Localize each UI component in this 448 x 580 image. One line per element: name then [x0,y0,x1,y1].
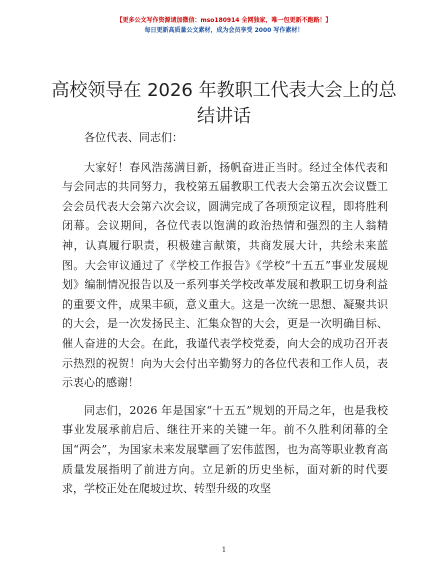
promo-line-2: 每日更新高质量公文素材，成为会员享受 2000 写作素材！ [144,27,304,34]
page-number: 1 [221,546,227,554]
document-title: 高校领导在 2026 年教职工代表大会上的总结讲话 [51,80,397,127]
promo-line-1: 【更多公文写作资源请加微信：mso180914 全网独家，唯一包更新不跑路！】 [116,17,332,24]
promo-banner [0,16,448,36]
salutation: 各位代表、同志们： [84,131,183,144]
paragraph-1: 大家好！春风浩荡满目新，扬帆奋进正当时。经过全体代表和与会同志的共同努力，我校第五届教职工代表大会第五次会议暨工会会员代表大会第六次会议，圆满完成了各项预定议程，即将胜利闭幕。会议期间，各位代表以饱满的政治热情和强烈的主人翁精神，认真履行职责，积极建言献策，共商发展大计，共绘未来蓝图。大会审议通过了《学校工作报告》《学校“十五五”事业发展规划》编制情况报告以及一系列事关学校改革发展和教职工切身利益的重要文件，成果丰硕，意义重大。这是一次统一思想、凝聚共识的大会，是一次发扬民主、汇集众智的大会，更是一次明确目标、催人奋进的大会。在此，我谨代表学校党委，向大会的成功召开表示热烈的祝贺！向为大会付出辛勤努力的各位代表和工作人员，表示衷心的感谢！ [62,160,388,390]
paragraph-2: 同志们，2026 年是国家“十五五”规划的开局之年，也是我校事业发展承前启后、继往开来的关键一年。前不久胜利闭幕的全国“两会”，为国家未来发展擘画了宏伟蓝图，也为高等职业教育高质量发展指明了前进方向。立足新的历史坐标，面对新的时代要求，学校正处在爬坡过坎、转型升级的攻坚 [62,403,388,496]
document-body [62,128,388,507]
